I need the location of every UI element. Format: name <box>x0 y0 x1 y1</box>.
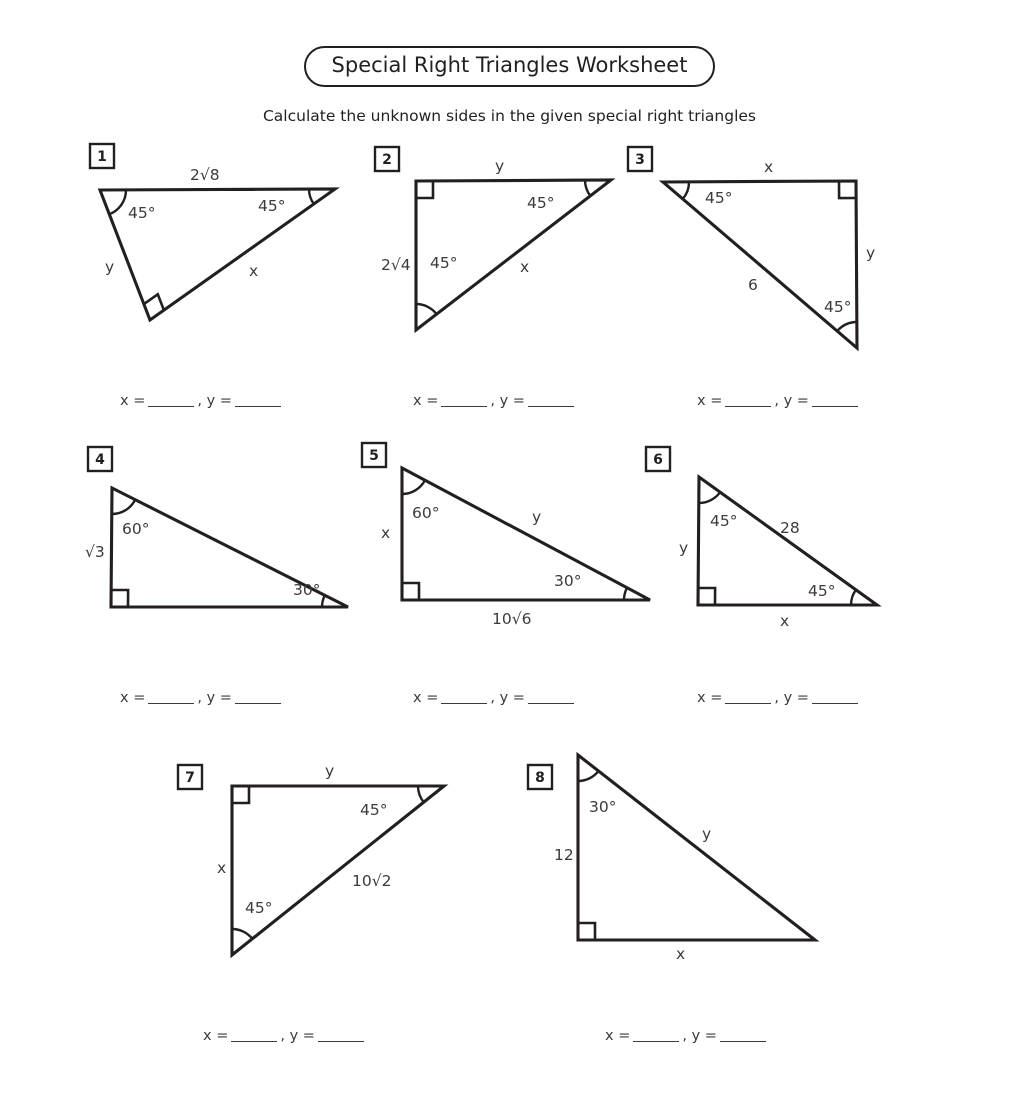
angle-arc-3-1 <box>683 182 689 199</box>
problem-number-7: 7 <box>185 770 195 786</box>
side-label-2-1: y <box>495 157 505 175</box>
side-label-8-2: y <box>702 825 712 843</box>
x-answer-prefix-2: x = <box>413 393 439 409</box>
right-angle-marker-3 <box>839 181 856 198</box>
answer-separator-8: , <box>682 1028 692 1044</box>
x-answer-blank-3[interactable] <box>725 406 771 407</box>
triangle-figure-7 <box>178 762 444 955</box>
side-label-3-3: 6 <box>748 276 758 294</box>
x-answer-blank-4[interactable] <box>148 703 194 704</box>
problem-number-6: 6 <box>653 452 663 468</box>
y-answer-prefix-6: y = <box>783 690 809 706</box>
triangle-outline-5 <box>402 468 650 600</box>
y-answer-prefix-5: y = <box>499 690 525 706</box>
y-answer-blank-2[interactable] <box>528 406 574 407</box>
x-answer-prefix-5: x = <box>413 690 439 706</box>
problem-number-1: 1 <box>97 149 107 165</box>
answer-separator-7: , <box>280 1028 290 1044</box>
angle-arc-3-2 <box>837 322 857 331</box>
side-label-2-3: x <box>520 258 530 276</box>
answer-line-7 <box>203 1028 367 1044</box>
answer-separator-4: , <box>197 690 207 706</box>
angle-arc-4-1 <box>112 500 135 514</box>
page-instruction: Calculate the unknown sides in the given special right triangles <box>262 107 757 125</box>
x-answer-blank-7[interactable] <box>231 1041 277 1042</box>
problem-number-4: 4 <box>95 452 105 468</box>
side-label-6-3: x <box>780 612 790 630</box>
triangle-figure-5 <box>362 443 650 628</box>
triangle-figure-2 <box>375 147 611 330</box>
angle-arc-6-2 <box>851 590 856 605</box>
angle-arc-5-2 <box>624 588 627 600</box>
answer-separator-5: , <box>490 690 500 706</box>
problem-number-2: 2 <box>382 152 392 168</box>
x-answer-prefix-1: x = <box>120 393 146 409</box>
answer-separator-6: , <box>774 690 784 706</box>
answer-line-8 <box>605 1028 769 1044</box>
x-answer-blank-5[interactable] <box>441 703 487 704</box>
answer-line-2 <box>413 393 577 409</box>
side-label-7-2: x <box>217 859 227 877</box>
side-label-2-2: 2√4 <box>381 256 411 274</box>
angle-label-5-2: 30° <box>554 572 582 590</box>
side-label-1-3: x <box>249 262 259 280</box>
problem-number-3: 3 <box>635 152 645 168</box>
y-answer-blank-4[interactable] <box>235 703 281 704</box>
angle-label-2-2: 45° <box>430 254 458 272</box>
y-answer-prefix-3: y = <box>783 393 809 409</box>
x-answer-prefix-8: x = <box>605 1028 631 1044</box>
triangle-outline-6 <box>698 477 877 605</box>
angle-label-5-1: 60° <box>412 504 440 522</box>
side-label-5-1: x <box>381 524 391 542</box>
angle-arc-7-1 <box>418 786 424 802</box>
page-title: Special Right Triangles Worksheet <box>304 46 716 87</box>
angle-label-3-1: 45° <box>705 189 733 207</box>
answer-separator-2: , <box>490 393 500 409</box>
x-answer-prefix-6: x = <box>697 690 723 706</box>
triangle-figure-1 <box>90 144 335 320</box>
y-answer-blank-5[interactable] <box>528 703 574 704</box>
side-label-4-1: √3 <box>85 543 105 561</box>
y-answer-blank-7[interactable] <box>318 1041 364 1042</box>
problem-number-5: 5 <box>369 448 379 464</box>
angle-label-7-2: 45° <box>245 899 273 917</box>
angle-label-1-1: 45° <box>128 204 156 222</box>
angle-arc-7-2 <box>232 929 252 939</box>
answer-separator-1: , <box>197 393 207 409</box>
angle-label-4-1: 60° <box>122 520 150 538</box>
side-label-3-2: y <box>866 244 876 262</box>
side-label-5-2: y <box>532 508 542 526</box>
answer-line-5 <box>413 690 577 706</box>
side-label-6-1: y <box>679 539 689 557</box>
angle-arc-8-1 <box>578 771 599 781</box>
angle-arc-1-2 <box>309 189 314 204</box>
angle-label-8-1: 30° <box>589 798 617 816</box>
angle-label-7-1: 45° <box>360 801 388 819</box>
side-label-1-1: 2√8 <box>190 166 220 184</box>
triangle-figure-4 <box>85 447 348 607</box>
y-answer-blank-8[interactable] <box>720 1041 766 1042</box>
answer-line-1 <box>120 393 284 409</box>
triangle-outline-7 <box>232 786 444 955</box>
right-angle-marker-7 <box>232 786 249 803</box>
x-answer-prefix-7: x = <box>203 1028 229 1044</box>
answer-separator-3: , <box>774 393 784 409</box>
angle-arc-6-1 <box>699 492 720 503</box>
answer-line-6 <box>697 690 861 706</box>
side-label-1-2: y <box>105 258 115 276</box>
y-answer-prefix-2: y = <box>499 393 525 409</box>
right-angle-marker-6 <box>698 588 715 605</box>
answer-line-4 <box>120 690 284 706</box>
y-answer-prefix-1: y = <box>206 393 232 409</box>
triangle-figure-3 <box>628 147 875 348</box>
angle-label-6-2: 45° <box>808 582 836 600</box>
triangle-figure-6 <box>646 447 877 630</box>
right-angle-marker-4 <box>111 590 128 607</box>
angle-label-3-2: 45° <box>824 298 852 316</box>
angle-label-1-2: 45° <box>258 197 286 215</box>
y-answer-blank-1[interactable] <box>235 406 281 407</box>
side-label-5-3: 10√6 <box>492 610 532 628</box>
y-answer-prefix-8: y = <box>691 1028 717 1044</box>
answer-line-3 <box>697 393 861 409</box>
side-label-3-1: x <box>764 158 774 176</box>
angle-label-4-2: 30° <box>293 581 321 599</box>
x-answer-blank-6[interactable] <box>725 703 771 704</box>
x-answer-blank-2[interactable] <box>441 406 487 407</box>
side-label-7-1: y <box>325 762 335 780</box>
angle-label-6-1: 45° <box>710 512 738 530</box>
triangle-figure-8 <box>528 755 815 963</box>
angle-arc-4-2 <box>322 595 325 607</box>
right-angle-marker-2 <box>416 181 433 198</box>
side-label-8-1: 12 <box>554 846 574 864</box>
angle-arc-2-1 <box>585 180 590 196</box>
triangle-outline-3 <box>663 181 857 348</box>
right-angle-marker-5 <box>402 583 419 600</box>
side-label-7-3: 10√2 <box>352 872 392 890</box>
x-answer-blank-8[interactable] <box>633 1041 679 1042</box>
angle-arc-5-1 <box>402 480 425 494</box>
angle-label-2-1: 45° <box>527 194 555 212</box>
problem-number-8: 8 <box>535 770 545 786</box>
x-answer-prefix-4: x = <box>120 690 146 706</box>
y-answer-prefix-7: y = <box>289 1028 315 1044</box>
angle-arc-2-2 <box>416 304 437 314</box>
y-answer-prefix-4: y = <box>206 690 232 706</box>
right-angle-marker-8 <box>578 923 595 940</box>
side-label-8-3: x <box>676 945 686 963</box>
angle-arc-1-1 <box>109 190 126 214</box>
x-answer-prefix-3: x = <box>697 393 723 409</box>
triangle-outline-8 <box>578 755 815 940</box>
x-answer-blank-1[interactable] <box>148 406 194 407</box>
side-label-6-2: 28 <box>780 519 800 537</box>
y-answer-blank-3[interactable] <box>812 406 858 407</box>
y-answer-blank-6[interactable] <box>812 703 858 704</box>
